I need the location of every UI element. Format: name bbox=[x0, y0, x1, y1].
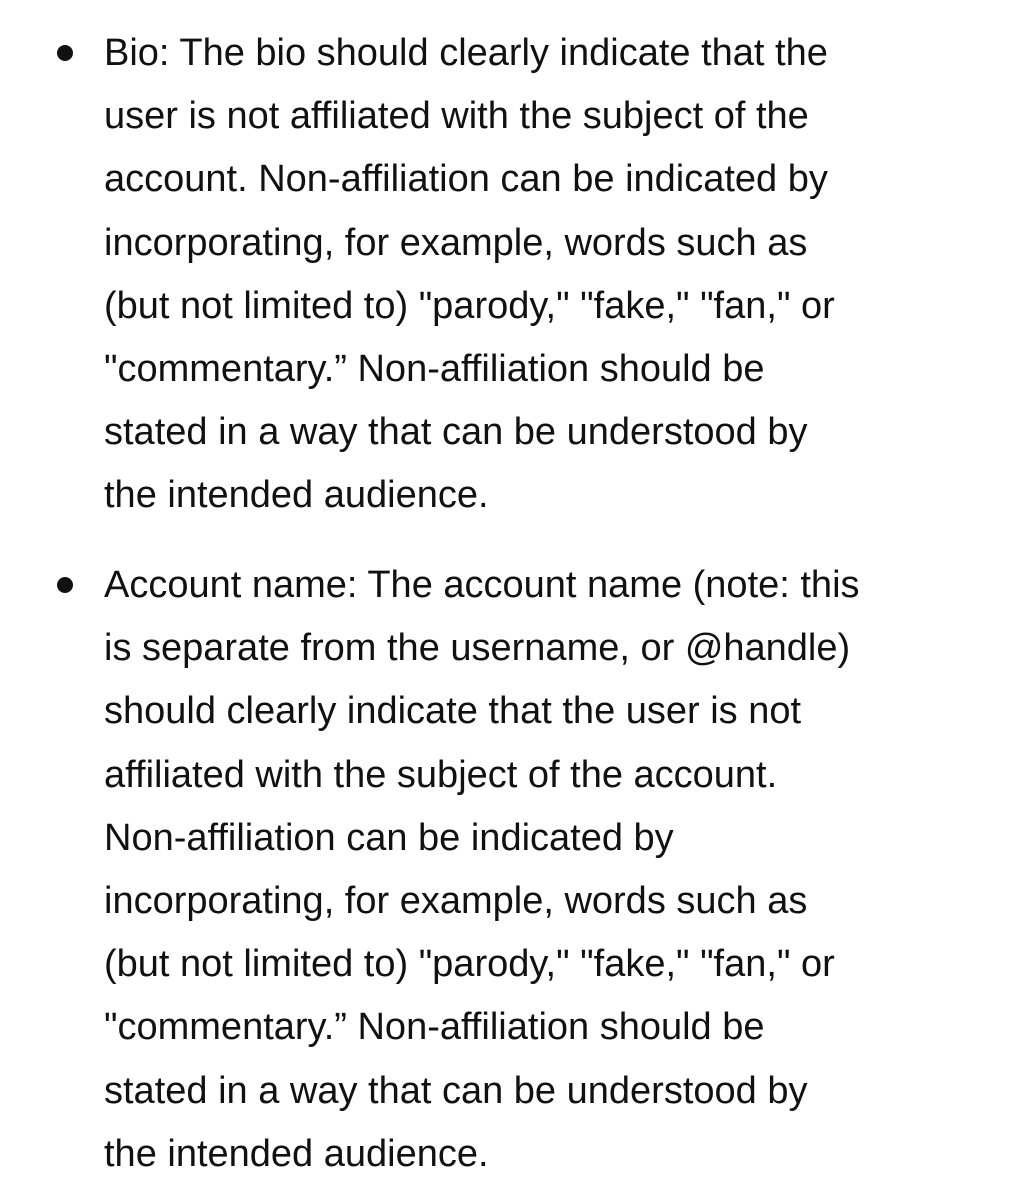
text-line: incorporating, for example, words such as bbox=[104, 880, 808, 923]
bullet-icon bbox=[57, 577, 73, 593]
text-line: the intended audience. bbox=[104, 1132, 489, 1175]
text-line: (but not limited to) "parody," "fake," "fan," or bbox=[104, 943, 835, 986]
text-line: affiliated with the subject of the account. bbox=[104, 753, 778, 796]
text-line: account. Non-affiliation can be indicated by bbox=[104, 158, 828, 201]
text-line: stated in a way that can be understood by bbox=[104, 411, 808, 454]
text-line: should clearly indicate that the user is not bbox=[104, 690, 802, 733]
paragraph-bio bbox=[104, 22, 984, 528]
text-line: "commentary.” Non-affiliation should be bbox=[104, 348, 765, 391]
text-line: is separate from the username, or @handle) bbox=[104, 627, 851, 670]
bullet-icon bbox=[57, 45, 73, 61]
text-line: Account name: The account name (note: this bbox=[104, 564, 860, 606]
text-line: incorporating, for example, words such as bbox=[104, 221, 808, 264]
text-line: user is not affiliated with the subject of the bbox=[104, 95, 809, 138]
text-line: the intended audience. bbox=[104, 474, 489, 517]
text-line: stated in a way that can be understood by bbox=[104, 1069, 808, 1112]
text-line: "commentary.” Non-affiliation should be bbox=[104, 1006, 765, 1049]
text-line: (but not limited to) "parody," "fake," "fan," or bbox=[104, 284, 835, 327]
text-line: Non-affiliation can be indicated by bbox=[104, 816, 674, 859]
text-line: Bio: The bio should clearly indicate that the bbox=[104, 32, 828, 74]
paragraph-account-name bbox=[104, 554, 984, 1186]
